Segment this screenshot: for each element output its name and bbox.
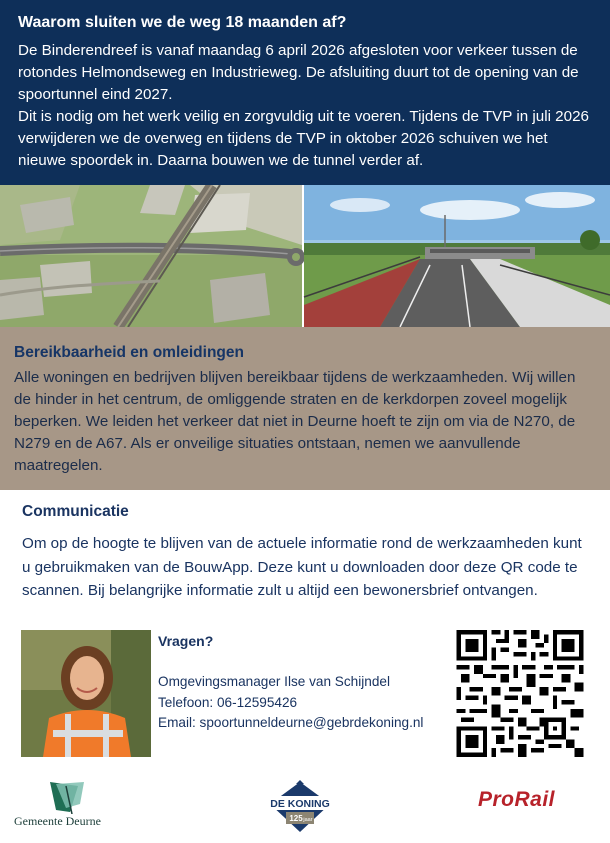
contact-phone[interactable]: Telefoon: 06-12595426 xyxy=(158,694,298,710)
prorail-logo: ProRail xyxy=(478,788,556,811)
why-paragraph-2: Dit is nodig om het werk veilig en zorgvuldig uit te voeren. Tijdens de TVP in juli 2026 verwijderen we de overweg en tijdens de TVP in oktober 2026 schuiven we het nieuwe spoordek in. Daarna bouwen we de tunnel verder af. xyxy=(18,108,589,169)
de-koning-logo-years: 125 xyxy=(289,814,303,823)
gemeente-deurne-logo-text: Gemeente Deurne xyxy=(14,814,101,828)
communication-title: Communicatie xyxy=(22,503,129,520)
de-koning-logo-jaar: jaar xyxy=(303,817,313,823)
why-title: Waarom sluiten we de weg 18 maanden af? xyxy=(18,14,347,31)
accessibility-section xyxy=(0,327,610,490)
gemeente-deurne-logo xyxy=(14,780,114,832)
de-koning-logo xyxy=(266,778,334,834)
contact-details xyxy=(158,632,423,734)
communication-text: Om op de hoogte te blijven van de actuele informatie rond de werkzaamheden kunt u gebruikmaken van de BouwApp. Deze kunt u downloaden door deze QR code te scannen. Bij belangrijke informatie zult u altijd een bewonersbrief ontvangen. xyxy=(22,535,582,599)
aerial-render-image xyxy=(0,185,305,327)
contact-photo xyxy=(21,630,151,757)
communication-section xyxy=(0,490,610,603)
why-paragraph-1: De Binderendreef is vanaf maandag 6 april 2026 afgesloten voor verkeer tussen de rotondes Helmondseweg en Industrieweg. De afsluiting duurt tot de opening van de spoortunnel eind 2027. xyxy=(18,42,579,103)
contact-email[interactable]: Email: spoortunneldeurne@gebrdekoning.nl xyxy=(158,715,424,730)
contact-heading: Vragen? xyxy=(158,633,214,649)
bouwapp-qr-code[interactable] xyxy=(455,630,585,757)
accessibility-title: Bereikbaarheid en omleidingen xyxy=(14,344,244,361)
illustration-row xyxy=(0,185,610,327)
accessibility-text: Alle woningen en bedrijven blijven bereikbaar tijdens de werkzaamheden. Wij willen de hinder in het centrum, de omliggende straten en de kerkdorpen zoveel mogelijk beperken. We leiden het verkeer dat niet in Deurne hoeft te zijn om via de N270, de N279 en de A67. Als er onveilige situaties ontstaan, nemen we aanvullende maatregelen. xyxy=(14,369,576,474)
de-koning-logo-name: DE KONING xyxy=(270,798,330,810)
why-section xyxy=(0,0,610,185)
contact-manager: Omgevingsmanager Ilse van Schijndel xyxy=(158,674,390,689)
tunnel-render-image xyxy=(304,185,610,327)
